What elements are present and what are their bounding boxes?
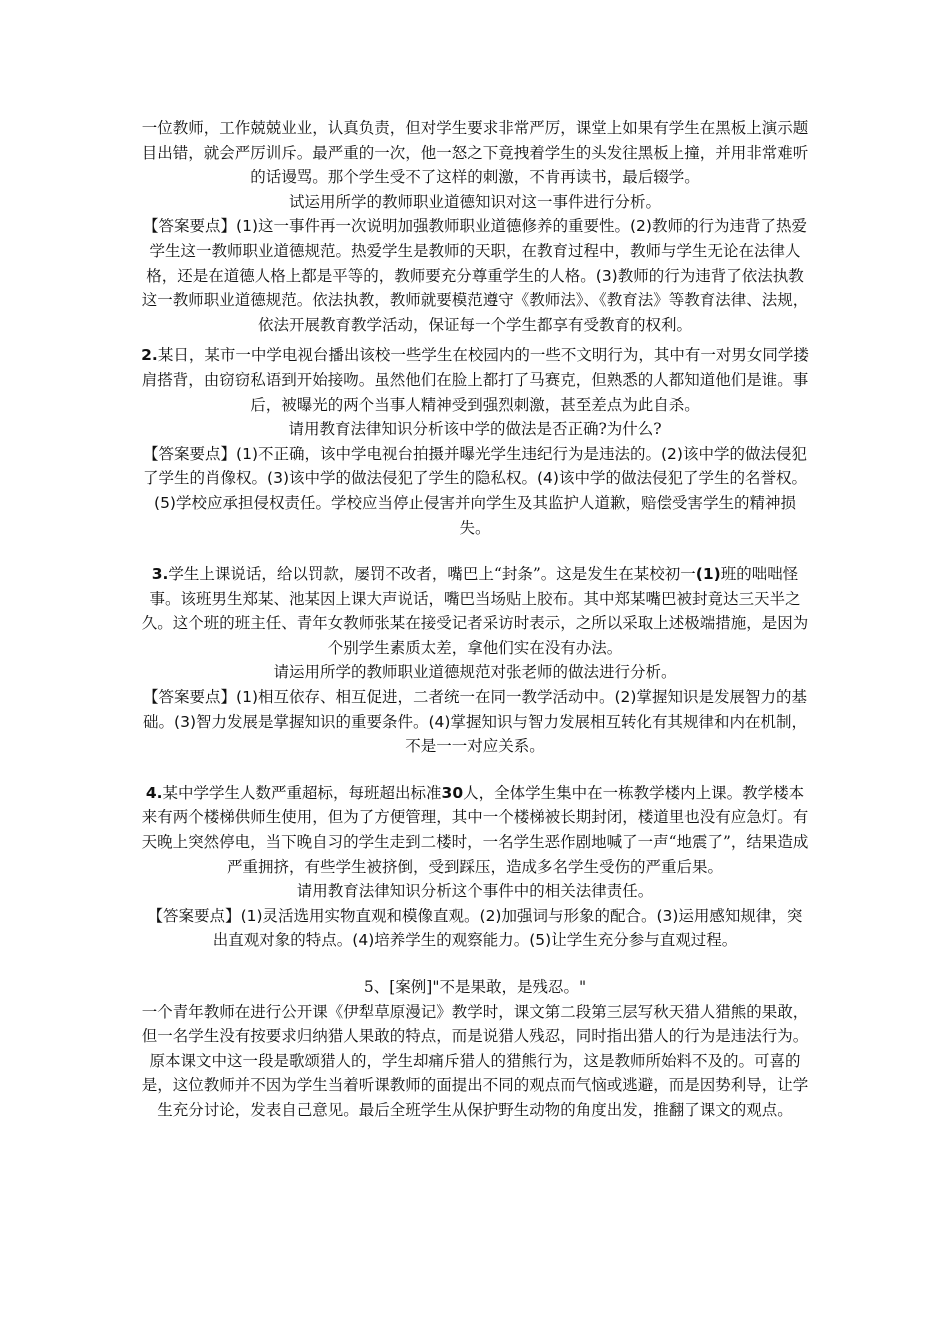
answer-label: 【答案要点】 bbox=[143, 444, 237, 463]
case-4-question: 请用教育法律知识分析这个事件中的相关法律责任。 bbox=[296, 882, 654, 901]
case-text-a: 某中学学生人数严重超标，每班超出标准 bbox=[162, 783, 442, 802]
spacer bbox=[141, 759, 809, 781]
case-5-title: 5、[案例]"不是果敢，是残忍。" bbox=[363, 978, 587, 996]
case-3-answer bbox=[141, 685, 809, 759]
case-1-answer bbox=[141, 214, 809, 337]
document-page bbox=[141, 116, 809, 1123]
case-number: 3. bbox=[151, 565, 169, 584]
case-number: 2. bbox=[141, 346, 158, 365]
answer-label: 【答案要点】 bbox=[143, 688, 237, 707]
case-4-body bbox=[141, 781, 809, 879]
case-1-question: 试运用所学的教师职业道德知识对这一事件进行分析。 bbox=[288, 192, 661, 211]
case-text-b: 人，全体学生集中在一栋教学楼内上课。教学楼本来有两个楼梯供师生使用，但为了方便管理，其中一个楼梯被长期封闭，楼道里也没有应急灯。有天晚上突然停电，当下晚自习的学生走到二楼时，一名学生恶作剧地喊了一声“地震了”，结果造成严重拥挤，有些学生被挤倒，受到踩压，造成多名学生受伤的严重后果。 bbox=[141, 783, 809, 876]
answer-text: (1)灵活选用实物直观和模像直观。(2)加强词与形象的配合。(3)运用感知规律，突出直观对象的特点。(4)培养学生的观察能力。(5)让学生充分参与直观过程。 bbox=[212, 906, 803, 950]
student-count: 30 bbox=[441, 783, 464, 802]
answer-text: (1)不正确，该中学电视台拍摄并曝光学生违纪行为是违法的。(2)该中学的做法侵犯了学生的肖像权。(3)该中学的做法侵犯了学生的隐私权。(4)该中学的做法侵犯了学生的名誉权。(5)学校应承担侵权责任。学校应当停止侵害并向学生及其监护人道歉，赔偿受害学生的精神损失。 bbox=[143, 444, 807, 537]
case-1-body: 一位教师，工作兢兢业业，认真负责，但对学生要求非常严厉，课堂上如果有学生在黑板上演示题目出错，就会严厉训斥。最严重的一次，他一怒之下竟拽着学生的头发往黑板上撞，并用非常难听的话谩骂。那个学生受不了这样的刺激，不肯再读书，最后辍学。 bbox=[141, 119, 809, 187]
case-4-answer bbox=[141, 904, 809, 953]
case-text-b: 班的咄咄怪事。该班男生郑某、池某因上课大声说话，嘴巴当场贴上胶布。其中郑某嘴巴被封竟达三天半之久。这个班的班主任、青年女教师张某在接受记者采访时表示，之所以采取上述极端措施，是因为个别学生素质太差，拿他们实在没有办法。 bbox=[141, 565, 809, 657]
case-2-answer bbox=[141, 442, 809, 540]
answer-label: 【答案要点】 bbox=[143, 217, 237, 236]
case-2-question: 请用教育法律知识分析该中学的做法是否正确?为什么? bbox=[288, 420, 662, 439]
class-number: (1) bbox=[695, 565, 721, 584]
answer-text: (1)这一事件再一次说明加强教师职业道德修养的重要性。(2)教师的行为违背了热爱学生这一教师职业道德规范。热爱学生是教师的天职，在教育过程中，教师与学生无论在法律人格，还是在道德人格上都是平等的，教师要充分尊重学生的人格。(3)教师的行为违背了依法执教这一教师职业道德规范。依法执教，教师就要模范遵守《教师法》、《教育法》等教育法律、法规，依法开展教育教学活动，保证每一个学生都享有受教育的权利。 bbox=[141, 217, 809, 334]
case-text: 某日，某市一中学电视台播出该校一些学生在校园内的一些不文明行为，其中有一对男女同学搂肩搭背，由窃窃私语到开始接吻。虽然他们在脸上都打了马赛克，但熟悉的人都知道他们是谁。事后，被曝光的两个当事人精神受到强烈刺激，甚至差点为此自杀。 bbox=[141, 346, 809, 414]
case-3-body bbox=[141, 562, 809, 660]
spacer bbox=[141, 953, 809, 975]
answer-label: 【答案要点】 bbox=[147, 906, 241, 925]
case-number: 4. bbox=[145, 783, 163, 802]
answer-text: (1)相互依存、相互促进，二者统一在同一教学活动中。(2)掌握知识是发展智力的基础。(3)智力发展是掌握知识的重要条件。(4)掌握知识与智力发展相互转化有其规律和内在机制，不是一一对应关系。 bbox=[143, 688, 807, 756]
case-5-body: 一个青年教师在进行公开课《伊犁草原漫记》教学时，课文第二段第三层写秋天猎人猎熊的果敢，但一名学生没有按要求归纳猎人果敢的特点，而是说猎人残忍，同时指出猎人的行为是违法行为。原本课文中这一段是歌颂猎人的，学生却痛斥猎人的猎熊行为，这是教师所始料不及的。可喜的是，这位教师并不因为学生当着听课教师的面提出不同的观点而气恼或逃避，而是因势利导，让学生充分讨论，发表自己意见。最后全班学生从保护野生动物的角度出发，推翻了课文的观点。 bbox=[141, 1002, 809, 1119]
case-2-body bbox=[141, 343, 809, 417]
case-3-question: 请运用所学的教师职业道德规范对张老师的做法进行分析。 bbox=[273, 663, 677, 682]
case-text-a: 学生上课说话，给以罚款，屡罚不改者，嘴巴上“封条”。这是发生在某校初一 bbox=[168, 565, 696, 584]
spacer bbox=[141, 540, 809, 562]
